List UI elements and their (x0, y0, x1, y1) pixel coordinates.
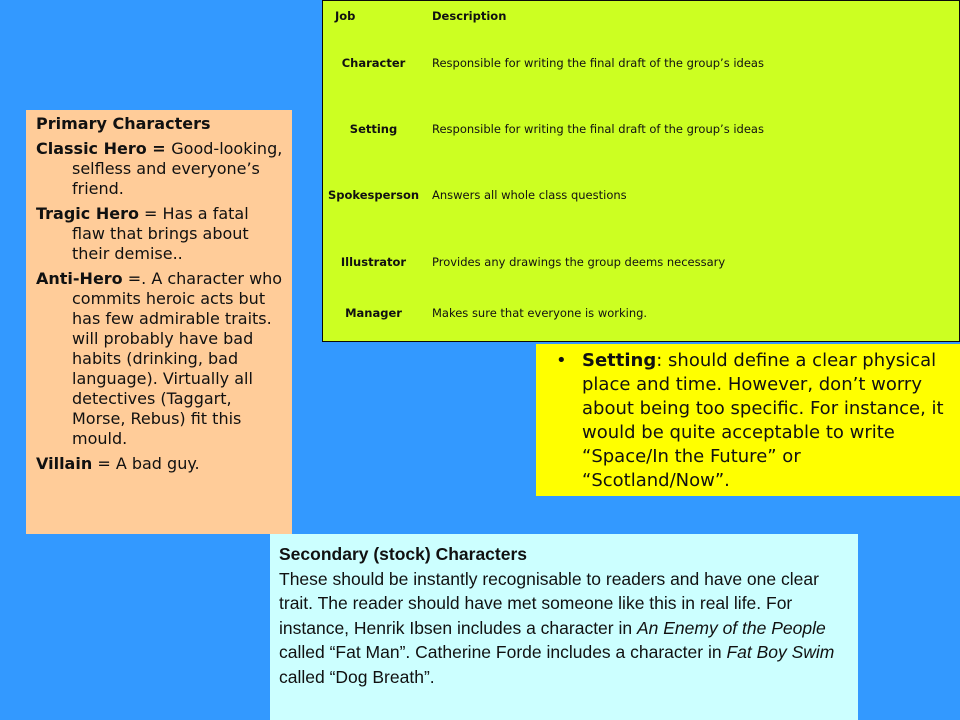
desc-classic-hero: Good-looking, selfless and everyone’s friend. (72, 139, 283, 198)
secondary-text-1: These should be instantly recognisable to readers and have one clear trait. The reader should have met someone like this in real life. For instance, Henrik Ibsen includes a character in (279, 568, 819, 638)
table-row (323, 48, 959, 117)
description-cell: Answers all whole class questions (432, 188, 627, 202)
book-title-fat-boy-swim: Fat Boy Swim (726, 642, 835, 662)
table-row (323, 251, 959, 302)
book-title-enemy-of-the-people: An Enemy of the People (636, 617, 826, 638)
entry-villain (36, 454, 286, 474)
entry-tragic-hero (36, 204, 286, 264)
table-row (323, 183, 959, 251)
job-cell: Spokesperson (328, 188, 420, 202)
term-tragic-hero: Tragic Hero (36, 204, 139, 223)
entry-anti-hero (36, 269, 286, 449)
secondary-body (279, 567, 848, 690)
setting-term: Setting (582, 350, 657, 371)
table-header-row (323, 1, 959, 48)
term-anti-hero: Anti-Hero (36, 269, 123, 288)
entry-classic-hero (36, 139, 286, 199)
job-cell: Character (341, 56, 406, 70)
job-cell: Manager (345, 306, 402, 320)
secondary-text-2: called “Fat Man”. Catherine Forde includes a character in (279, 642, 727, 662)
secondary-characters-box (270, 534, 858, 720)
bullet-icon: • (556, 350, 567, 371)
secondary-text-3: called “Dog Breath”. (279, 666, 435, 687)
setting-description: : should define a clear physical place and time. However, don’t worry about being too specific. For instance, it would be quite acceptable to write “Space/In the Future” or “Scotland/Now”. (582, 350, 944, 491)
primary-heading: Primary Characters (36, 114, 211, 133)
secondary-heading: Secondary (stock) Characters (279, 544, 528, 564)
setting-box (536, 344, 960, 496)
description-cell: Responsible for writing the final draft of the group’s ideas (432, 122, 764, 136)
job-cell: Illustrator (340, 255, 407, 269)
desc-villain: = A bad guy. (92, 454, 200, 473)
description-cell: Provides any drawings the group deems necessary (432, 255, 726, 269)
description-cell: Makes sure that everyone is working. (432, 306, 648, 320)
setting-text (582, 349, 954, 496)
table-row (323, 117, 959, 183)
desc-anti-hero: =. A character who commits heroic acts but has few admirable traits. will probably have bad habits (drinking, bad language). Virtually all detectives (Taggart, Morse, Rebus) fit this mould. (72, 269, 283, 448)
term-classic-hero: Classic Hero = (36, 139, 172, 158)
term-villain: Villain (36, 454, 93, 473)
group-roles-table (322, 0, 960, 342)
job-cell: Setting (349, 122, 398, 136)
primary-characters-box (26, 110, 292, 534)
description-cell: Responsible for writing the final draft of the group’s ideas (432, 56, 764, 70)
desc-tragic-hero: = Has a fatal flaw that brings about their demise.. (72, 204, 249, 263)
header-description: Description (432, 9, 507, 23)
header-job: Job (335, 9, 356, 23)
